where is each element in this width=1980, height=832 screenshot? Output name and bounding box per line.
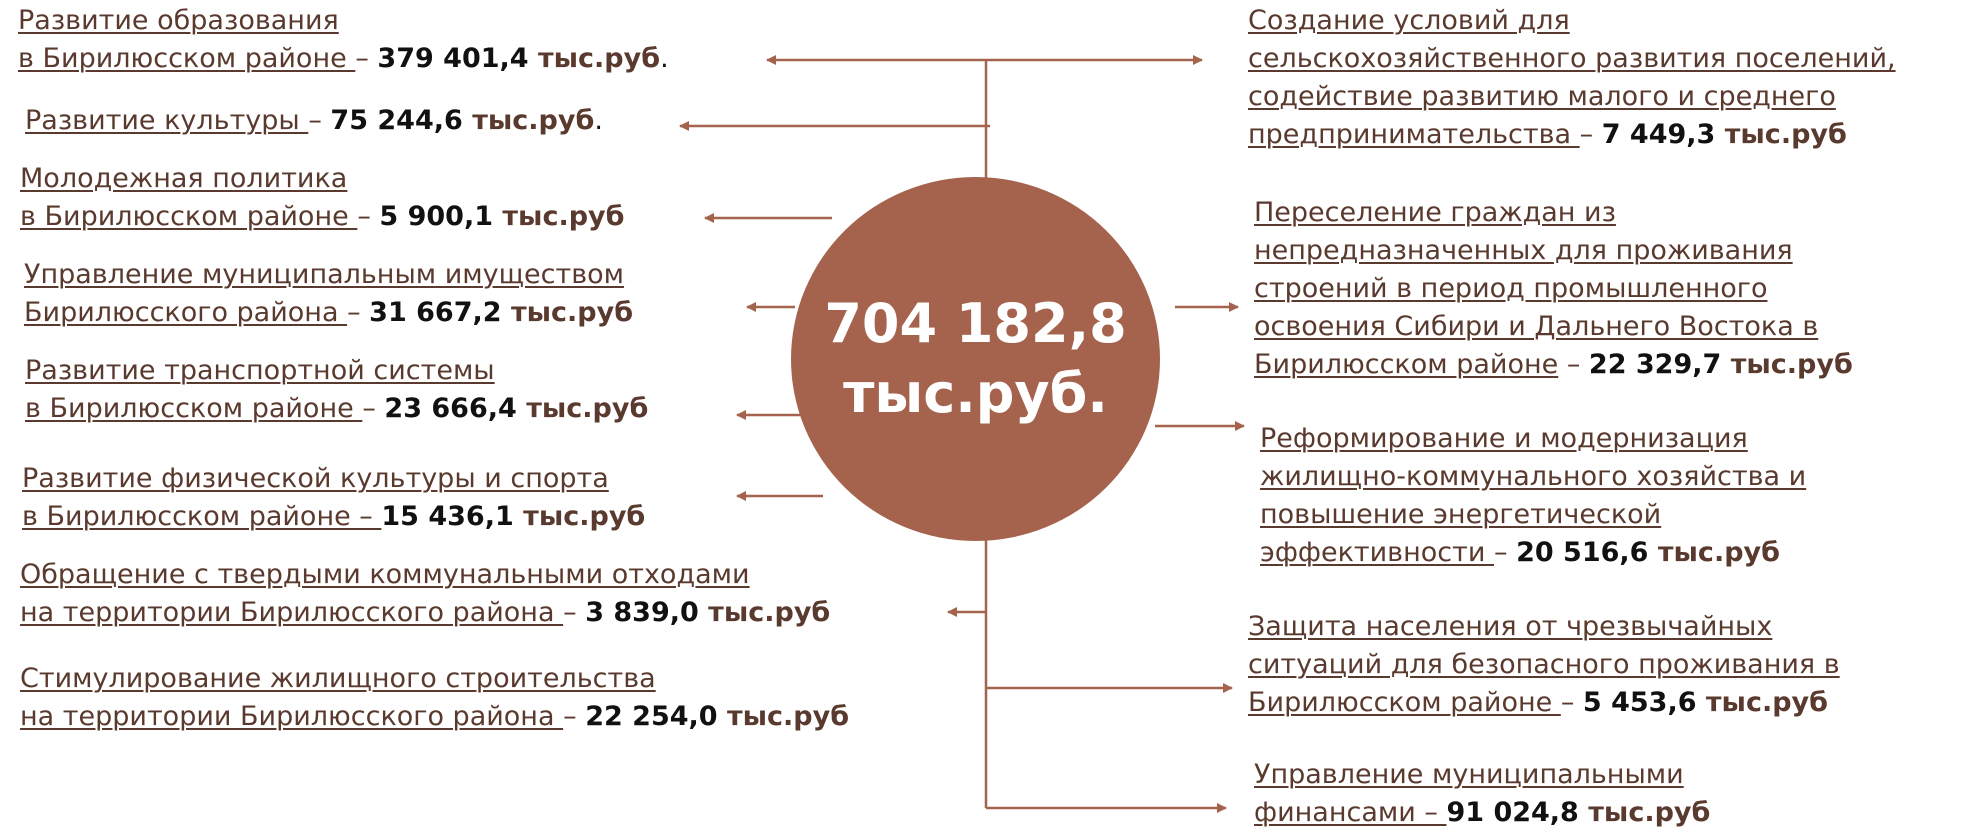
amount-value: 22 329,7	[1588, 349, 1722, 380]
amount-unit: тыс.руб	[1715, 119, 1847, 150]
amount-unit: тыс.руб	[1578, 797, 1711, 828]
program-name-text: Развитие транспортной системы	[25, 355, 495, 386]
amount-value: 5 900,1	[379, 201, 493, 232]
dash: –	[563, 701, 586, 732]
amount-unit: тыс.руб	[1696, 687, 1829, 718]
program-item-right-1	[1248, 2, 1896, 154]
suffix: .	[594, 105, 603, 136]
dash: –	[1493, 537, 1517, 568]
program-name-line	[24, 294, 633, 332]
amount-unit: тыс.руб	[717, 701, 850, 732]
program-name-text: повышение энергетической	[1260, 499, 1662, 530]
program-name-text: Развитие культуры	[25, 105, 309, 136]
program-item-left-5	[25, 352, 648, 428]
amount-value: 15 436,1	[381, 501, 514, 532]
program-name-text: непредназначенных для проживания	[1254, 235, 1793, 266]
program-name-text: освоения Сибири и Дальнего Востока в	[1254, 311, 1819, 342]
program-name-line	[1260, 458, 1806, 496]
program-name-text: Управление муниципальными	[1254, 759, 1684, 790]
program-name-text: Управление муниципальным имуществом	[24, 259, 625, 290]
program-name-text: в Бирилюсском районе	[25, 393, 363, 424]
program-name-text: Стимулирование жилищного строительства	[20, 663, 656, 694]
program-name-text: Защита населения от чрезвычайных	[1248, 611, 1773, 642]
program-name-line	[1254, 756, 1710, 794]
program-name-text: в Бирилюсском районе –	[22, 501, 382, 532]
amount-unit: тыс.руб	[462, 105, 595, 136]
amount-unit: тыс.руб	[1648, 537, 1780, 568]
program-name-line	[20, 660, 849, 698]
program-item-left-4	[24, 256, 633, 332]
amount-value: 31 667,2	[369, 297, 502, 328]
program-name-text: ситуаций для безопасного проживания в	[1248, 649, 1840, 680]
program-item-right-5	[1254, 756, 1710, 832]
amount-unit: тыс.руб	[698, 597, 831, 628]
program-item-left-2	[25, 102, 603, 140]
program-name-line	[1260, 534, 1806, 572]
program-name-line	[20, 198, 625, 236]
total-budget-hub	[791, 177, 1160, 541]
program-name-line	[1260, 420, 1806, 458]
program-name-line	[1248, 684, 1840, 722]
program-name-text: строений в период промышленного	[1254, 273, 1768, 304]
amount-value: 91 024,8	[1446, 797, 1579, 828]
program-item-left-7	[20, 556, 830, 632]
program-name-line	[1248, 2, 1896, 40]
program-name-text: Переселение граждан из	[1254, 197, 1616, 228]
program-name-line	[22, 498, 645, 536]
program-name-line	[18, 40, 669, 78]
program-name-text: Создание условий для	[1248, 5, 1570, 36]
dash: –	[308, 105, 331, 136]
program-name-text: содействие развитию малого и среднего	[1248, 81, 1836, 112]
amount-unit: тыс.руб	[493, 201, 625, 232]
program-name-text: Бирилюсского района	[24, 297, 348, 328]
total-unit: тыс.руб.	[843, 362, 1108, 425]
suffix: .	[660, 43, 669, 74]
dash: –	[1579, 119, 1602, 150]
program-name-line	[1254, 308, 1853, 346]
amount-value: 5 453,6	[1582, 687, 1697, 718]
program-name-line	[1254, 794, 1710, 832]
program-name-line	[1260, 496, 1806, 534]
dash: –	[563, 597, 586, 628]
amount-value: 3 839,0	[585, 597, 699, 628]
program-item-left-8	[20, 660, 849, 736]
dash: –	[362, 393, 385, 424]
amount-value: 20 516,6	[1516, 537, 1649, 568]
program-item-left-1	[18, 2, 669, 78]
amount-value: 22 254,0	[585, 701, 718, 732]
program-name-line	[1248, 646, 1840, 684]
program-name-text: Обращение с твердыми коммунальными отходами	[20, 559, 750, 590]
dash: –	[1560, 687, 1583, 718]
amount-value: 23 666,4	[384, 393, 517, 424]
dash: –	[357, 201, 380, 232]
program-item-right-4	[1248, 608, 1840, 722]
dash: –	[355, 43, 378, 74]
amount-unit: тыс.руб	[513, 501, 646, 532]
program-name-text: Молодежная политика	[20, 163, 348, 194]
amount-value: 7 449,3	[1601, 119, 1716, 150]
program-name-text: Развитие физической культуры и спорта	[22, 463, 609, 494]
program-name-line	[1248, 40, 1896, 78]
amount-value: 75 244,6	[330, 105, 463, 136]
program-name-text: Реформирование и модернизация	[1260, 423, 1748, 454]
program-name-line	[1248, 78, 1896, 116]
program-name-line	[1254, 270, 1853, 308]
program-name-text: на территории Бирилюсского района	[20, 597, 564, 628]
program-name-text: на территории Бирилюсского района	[20, 701, 564, 732]
program-name-line	[20, 594, 830, 632]
program-name-text: в Бирилюсском районе	[18, 43, 356, 74]
program-name-line	[18, 2, 669, 40]
program-name-line	[20, 556, 830, 594]
program-item-right-3	[1260, 420, 1806, 572]
amount-unit: тыс.руб	[501, 297, 634, 328]
program-item-right-2	[1254, 194, 1853, 384]
program-name-text: в Бирилюсском районе	[20, 201, 358, 232]
program-name-text: предпринимательства	[1248, 119, 1580, 150]
program-name-line	[1254, 194, 1853, 232]
program-name-text: Развитие образования	[18, 5, 339, 36]
amount-value: 379 401,4	[377, 43, 529, 74]
program-name-text: эффективности	[1260, 537, 1494, 568]
program-name-line	[1254, 232, 1853, 270]
amount-unit: тыс.руб	[1721, 349, 1853, 380]
program-name-line	[1248, 116, 1896, 154]
program-name-line	[20, 160, 625, 198]
program-item-left-6	[22, 460, 645, 536]
dash: –	[1558, 349, 1589, 380]
program-name-line	[25, 352, 648, 390]
program-item-left-3	[20, 160, 625, 236]
program-name-line	[25, 102, 603, 140]
program-name-text: финансами –	[1254, 797, 1447, 828]
total-value: 704 182,8	[824, 292, 1127, 355]
dash: –	[347, 297, 370, 328]
program-name-line	[22, 460, 645, 498]
program-name-text: Бирилюсском районе	[1254, 349, 1559, 380]
program-name-line	[1248, 608, 1840, 646]
amount-unit: тыс.руб	[528, 43, 661, 74]
program-name-line	[20, 698, 849, 736]
program-name-text: Бирилюсском районе	[1248, 687, 1561, 718]
program-name-text: сельскохозяйственного развития поселений,	[1248, 43, 1896, 74]
amount-unit: тыс.руб	[516, 393, 649, 424]
program-name-line	[25, 390, 648, 428]
program-name-line	[24, 256, 633, 294]
program-name-line	[1254, 346, 1853, 384]
program-name-text: жилищно-коммунального хозяйства и	[1260, 461, 1807, 492]
